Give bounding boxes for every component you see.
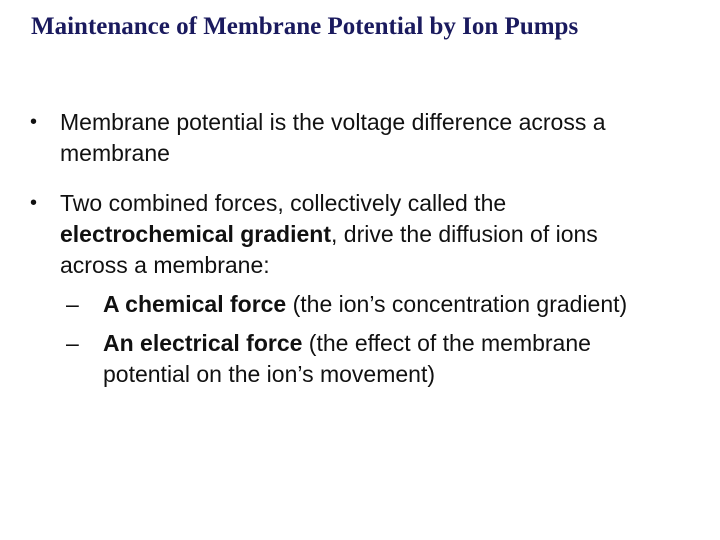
- sub-bullet-bold: A chemical force: [103, 291, 287, 317]
- slide-body: [0, 107, 720, 409]
- bullet-item-2: [0, 188, 670, 390]
- sub-bullet-1: [0, 289, 663, 320]
- sub-bullet-text: (the ion’s concentration gradient): [286, 291, 628, 317]
- sub-bullet-bold: An electrical force: [103, 330, 303, 356]
- sub-bullet-text: (the effect of the membrane potential on the ion’s movement): [103, 330, 591, 387]
- bullet-dot-icon: •: [30, 192, 38, 214]
- bullet-bold-term: electrochemical gradient: [60, 221, 331, 247]
- sub-bullet-2: [0, 328, 663, 390]
- bullet-text-after: , drive the diffusion of ions across a membrane:: [60, 221, 598, 278]
- bullet-item-1: [0, 107, 670, 169]
- bullet-text: Membrane potential is the voltage difference across a membrane: [60, 109, 606, 166]
- dash-icon: –: [66, 291, 79, 317]
- slide-title: Maintenance of Membrane Potential by Ion Pumps: [31, 13, 579, 40]
- bullet-text-before: Two combined forces, collectively called the: [60, 190, 507, 216]
- dash-icon: –: [66, 330, 79, 356]
- bullet-dot-icon: •: [30, 111, 38, 133]
